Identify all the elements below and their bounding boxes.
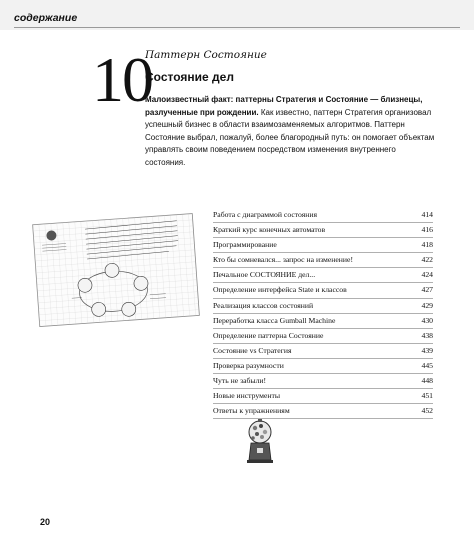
toc-entry-title: Определение интерфейса State и классов	[213, 285, 347, 295]
toc-entry-page: 448	[421, 376, 433, 386]
intro-body: Как известно, паттерн Стратегия организовал успешный бизнес в области взаимозаменяемых алгоритмов. Паттерн Состояние выбрал, пожалуй, более благородный путь: он помогает объектам управлять своим поведением посредством изменения внутреннего состояния.	[145, 107, 435, 167]
toc-entry-title: Работа с диаграммой состояния	[213, 210, 318, 219]
chapter-subtitle: Паттерн Состояние	[145, 49, 267, 61]
toc-entry-page: 451	[421, 391, 433, 401]
toc-entry-page: 414	[421, 210, 433, 219]
toc-entry-page: 424	[421, 270, 433, 280]
page-number: 20	[40, 517, 51, 527]
toc-entry-title: Реализация классов состояний	[213, 300, 314, 310]
toc-entry-title: Состояние vs Стратегия	[213, 345, 292, 355]
toc-entry[interactable]	[213, 238, 433, 253]
toc-entry-title: Краткий курс конечных автоматов	[213, 225, 326, 235]
section-title: содержание	[14, 12, 78, 24]
toc-entry-page: 427	[421, 285, 433, 295]
toc-entry-title: Чуть не забыли!	[213, 376, 267, 386]
toc-entry-title: Печальное СОСТОЯНИЕ дел...	[213, 270, 316, 280]
toc-entry[interactable]	[213, 208, 433, 223]
state-diagram-sketch-icon	[30, 213, 204, 327]
toc-entry-page: 418	[421, 240, 433, 250]
header-divider	[14, 27, 460, 28]
toc-entry[interactable]	[213, 223, 433, 238]
toc-entry[interactable]	[213, 329, 433, 344]
toc-entry-title: Новые инструменты	[213, 391, 281, 401]
toc-entry-title: Проверка разумности	[213, 360, 284, 370]
table-of-contents	[213, 208, 433, 419]
gumball-machine-icon	[243, 418, 277, 464]
toc-entry-page: 429	[421, 300, 433, 310]
toc-entry-page: 452	[421, 406, 433, 416]
toc-entry-page: 422	[421, 255, 433, 265]
toc-entry[interactable]	[213, 359, 433, 374]
chapter-title: Состояние дел	[145, 70, 234, 84]
toc-entry-title: Ответы к упражнениям	[213, 406, 290, 416]
toc-entry-page: 445	[421, 360, 433, 370]
chapter-number: 10	[92, 44, 152, 115]
toc-entry-page: 438	[421, 330, 433, 340]
toc-entry[interactable]	[213, 299, 433, 314]
toc-entry-title: Определение паттерна Состояние	[213, 330, 324, 340]
toc-entry-title: Кто бы сомневался... запрос на изменение!	[213, 255, 354, 265]
toc-entry[interactable]	[213, 314, 433, 329]
toc-entry-page: 439	[421, 345, 433, 355]
toc-entry-title: Переработка класса Gumball Machine	[213, 315, 336, 325]
chapter-intro	[145, 94, 435, 170]
toc-entry-page: 416	[421, 225, 433, 235]
toc-entry[interactable]	[213, 283, 433, 298]
toc-entry[interactable]	[213, 374, 433, 389]
toc-entry[interactable]	[213, 268, 433, 283]
toc-entry[interactable]	[213, 389, 433, 404]
toc-entry-page: 430	[421, 315, 433, 325]
toc-entry[interactable]	[213, 253, 433, 268]
toc-entry[interactable]	[213, 344, 433, 359]
intro-lead: Малоизвестный факт: паттерны Стратегия и Состояние — близнецы, разлученные при рождении.	[145, 95, 423, 117]
toc-entry-title: Программирование	[213, 240, 277, 250]
